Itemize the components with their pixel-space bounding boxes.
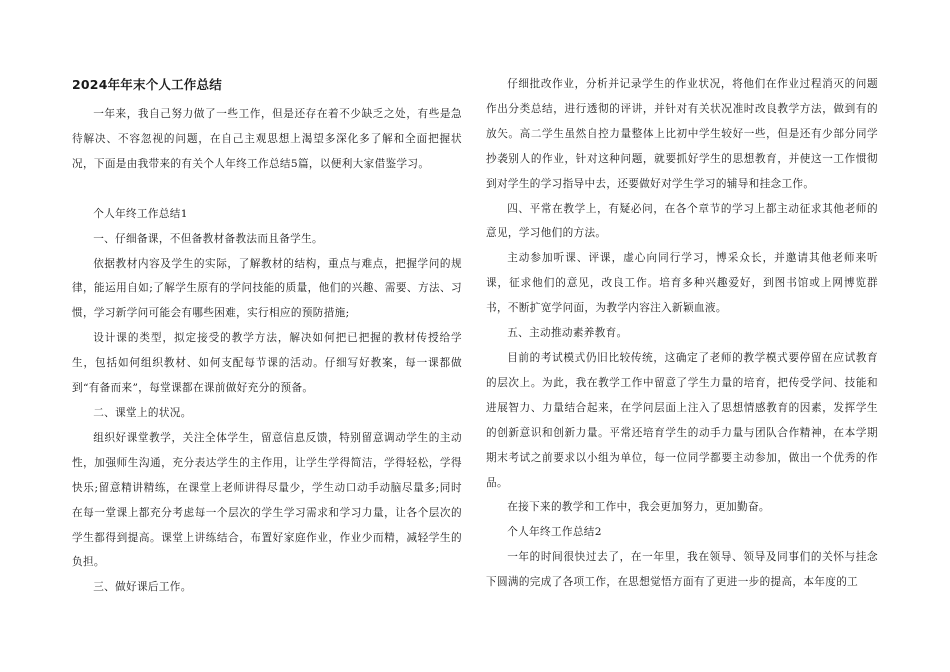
paragraph: 目前的考试模式仍旧比较传统，这确定了老师的教学模式要停留在应试教育的层次上。为此，我在教学工作中留意了学生力量的培育，把传受学问、技能和进展智力、力量结合起来，在学问层面上注入了思想情感教育的因素，发挥学生的创新意识和创新力量。平常还培育学生的动手力量与团队合作精神，在本学期期末考试之前要求以小组为单位，每一位同学都要主动参加，做出一个优秀的作品。 xyxy=(486,351,878,489)
paragraph: 仔细批改作业，分析并记录学生的作业状况，将他们在作业过程消灭的问题作出分类总结，进行透彻的评讲，并针对有关状况准时改良教学方法，做到有的放矢。高二学生虽然自控力量整体上比初中学生较好一些，但是还有少部分同学抄袭别人的作业，针对这种问题，就要抓好学生的思想教育，并使这一工作惯彻到对学生的学习指导中去，还要做好对学生学习的辅导和挂念工作。 xyxy=(486,78,878,190)
paragraph: 个人年终工作总结2 xyxy=(507,526,602,539)
left-column xyxy=(72,72,462,600)
right-column xyxy=(486,72,878,595)
paragraph: 在接下来的教学和工作中，我会更加努力，更加勤奋。 xyxy=(507,501,770,514)
paragraph: 五、主动推动素养教育。 xyxy=(507,327,628,340)
paragraph: 二、课堂上的状况。 xyxy=(93,406,192,419)
right-column-body xyxy=(486,72,878,595)
paragraph: 一、仔细备课，不但备教材备教法而且备学生。 xyxy=(93,232,324,245)
paragraph: 一年来，我自己努力做了一些工作，但是还存在着不少缺乏之处，有些是急待解决、不容忽视的问题，在自己主观思想上渴望多深化多了解和全面把握状况，下面是由我带来的有关个人年终工作总结5篇，以便利大家借鉴学习。 xyxy=(72,108,462,170)
paragraph: 个人年终工作总结1 xyxy=(93,207,188,220)
paragraph: 设计课的类型，拟定接受的教学方法，解决如何把已把握的教材传授给学生，包括如何组织教材、如何支配每节课的活动。仔细写好教案，每一课都做到“有备而来”，每堂课都在课前做好充分的预备。 xyxy=(72,332,462,395)
paragraph: 三、做好课后工作。 xyxy=(93,581,192,594)
paragraph-gap xyxy=(72,177,462,202)
paragraph: 四、平常在教学上，有疑必问，在各个章节的学习上都主动征求其他老师的意见，学习他们的方法。 xyxy=(486,202,878,240)
document-title: 2024年年末个人工作总结 xyxy=(72,77,222,92)
paragraph: 一年的时间很快过去了，在一年里，我在领导、领导及同事们的关怀与挂念下圆满的完成了各项工作，在思想觉悟方面有了更进一步的提高，本年度的工 xyxy=(486,551,878,589)
paragraph: 组织好课堂教学，关注全体学生，留意信息反馈，特别留意调动学生的主动性，加强师生沟通，充分表达学生的主作用，让学生学得简洁，学得轻松，学得快乐;留意精讲精练，在课堂上老师讲得尽量少，学生动口动手动脑尽量多;同时在每一堂课上都充分考虑每一个层次的学生学习需求和学习力量，让各个层次的学生都得到提高。课堂上讲练结合，布置好家庭作业，作业少而精，减轻学生的负担。 xyxy=(72,431,462,569)
left-column-body xyxy=(72,102,462,600)
paragraph: 依据教材内容及学生的实际，了解教材的结构，重点与难点，把握学问的规律，能运用自如;了解学生原有的学问技能的质量，他们的兴趣、需要、方法、习惯，学习新学问可能会有哪些困难，实行相应的预防措施; xyxy=(72,257,462,320)
paragraph: 主动参加听课、评课，虚心向同行学习，博采众长，并邀请其他老师来听课，征求他们的意见，改良工作。培育多种兴趣爱好，到图书馆或上网博览群书，不断扩宽学问面，为教学内容注入新颖血液。 xyxy=(486,252,878,315)
